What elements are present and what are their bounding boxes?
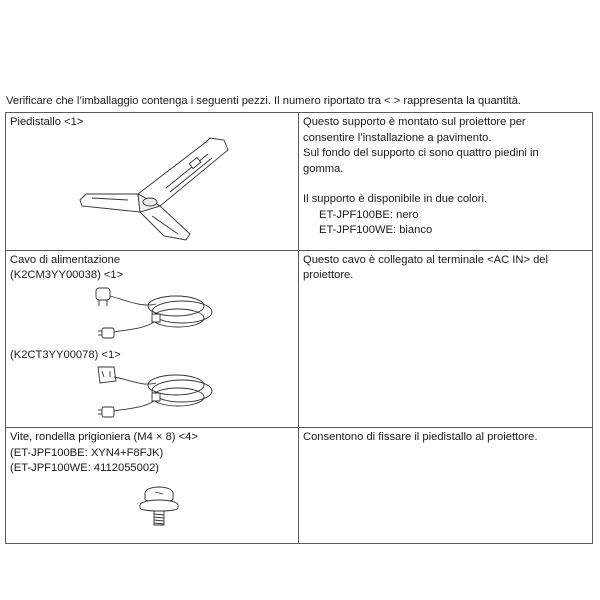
pedestal-illustration-icon [78,136,238,246]
item-cell-power-cord [6,250,299,428]
description-cell-pedestal [299,113,593,251]
item-code: (K2CT3YY00078) <1> [10,348,121,361]
item-code: (K2CM3YY00038) <1> [10,269,124,281]
description-line: consentire l’installazione a pavimento. [303,131,492,144]
item-cell-screw [6,428,299,544]
description-cell-power-cord [299,250,593,428]
description-line: Consentono di fissare il piedistallo al proiettore. [303,431,538,443]
description-line: Il supporto è disponibile in due colori. [303,193,488,205]
description-cell-screw [299,428,593,544]
intro-text: Verificare che l’imballaggio contenga i seguenti pezzi. Il numero riportato tra < > rappresenta la quantità. [6,95,521,107]
table-row [6,428,593,544]
description-line: gomma. [303,162,344,175]
power-cord-schuko-illustration-icon [92,286,222,344]
item-name: Vite, rondella prigioniera (M4 × 8) <4> [10,431,198,443]
item-code: (ET-JPF100BE: XYN4+F8FJK) [10,446,164,459]
spacer [303,177,588,192]
screw-washer-illustration-icon [138,485,180,529]
table-row [6,250,593,428]
item-name: Piedistallo <1> [10,116,84,128]
description-line: proiettore. [303,269,354,281]
color-option-white: ET-JPF100WE: bianco [319,224,433,236]
color-option-black: ET-JPF100BE: nero [319,208,419,221]
item-code: (ET-JPF100WE: 4112055002) [10,462,160,474]
table-row [6,113,593,251]
power-cord-uk-illustration-icon [92,365,222,423]
item-cell-pedestal [6,113,299,251]
parts-table [5,112,593,544]
description-line: Questo supporto è montato sul proiettore per [303,116,526,128]
item-name: Cavo di alimentazione [10,253,121,266]
description-line: Sul fondo del supporto ci sono quattro piedini in [303,147,539,159]
description-line: Questo cavo è collegato al terminale <AC IN> del [303,253,549,266]
